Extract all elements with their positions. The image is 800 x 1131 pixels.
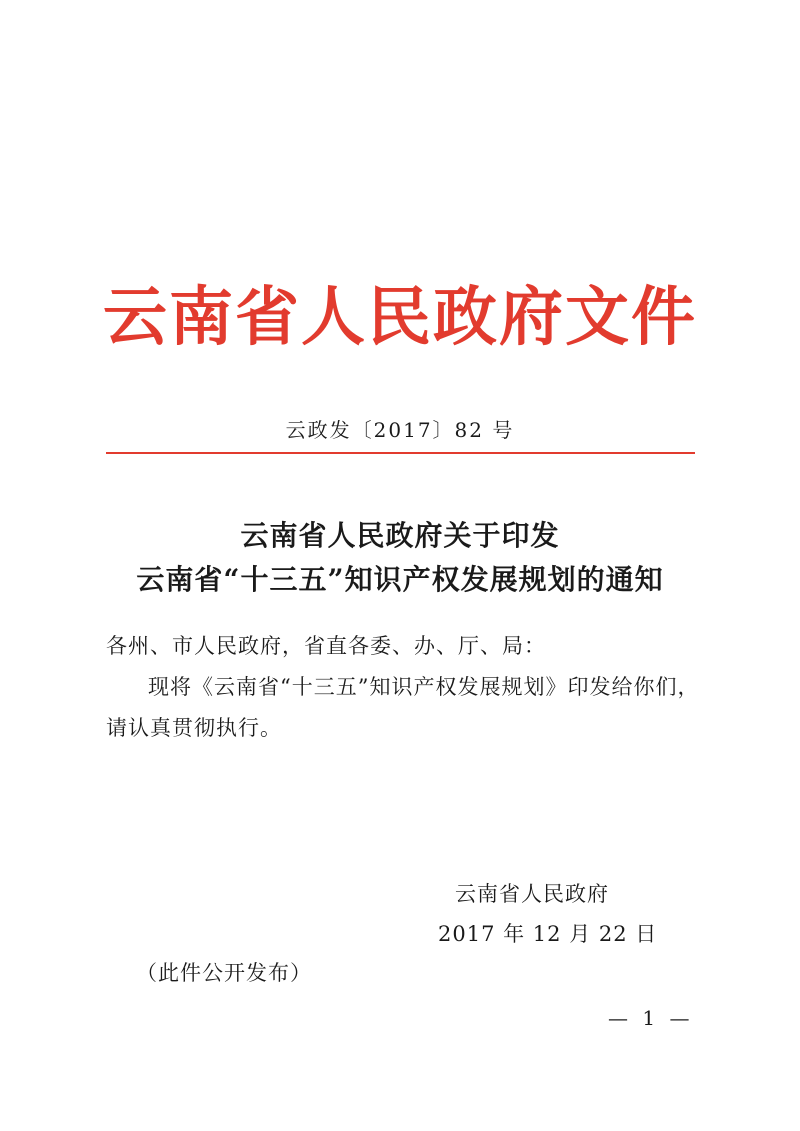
document-number: 云政发〔2017〕82 号	[285, 418, 515, 442]
page-number: — 1 —	[608, 1006, 694, 1030]
masthead-title: 云南省人民政府文件	[103, 280, 697, 355]
red-separator-line	[106, 452, 695, 454]
notice-title-line-1: 云南省人民政府关于印发	[240, 519, 560, 552]
salutation: 各州、市人民政府，省直各委、办、厅、局：	[106, 634, 546, 658]
body-paragraph-line-2: 请认真贯彻执行。	[106, 716, 282, 740]
body-paragraph-line-1: 现将《云南省“十三五”知识产权发展规划》印发给你们，	[148, 675, 700, 699]
notice-title-line-2: 云南省“十三五”知识产权发展规划的通知	[136, 563, 664, 596]
issue-date: 2017 年 12 月 22 日	[438, 922, 658, 946]
issuing-authority: 云南省人民政府	[455, 882, 609, 906]
publication-note: （此件公开发布）	[136, 961, 312, 985]
